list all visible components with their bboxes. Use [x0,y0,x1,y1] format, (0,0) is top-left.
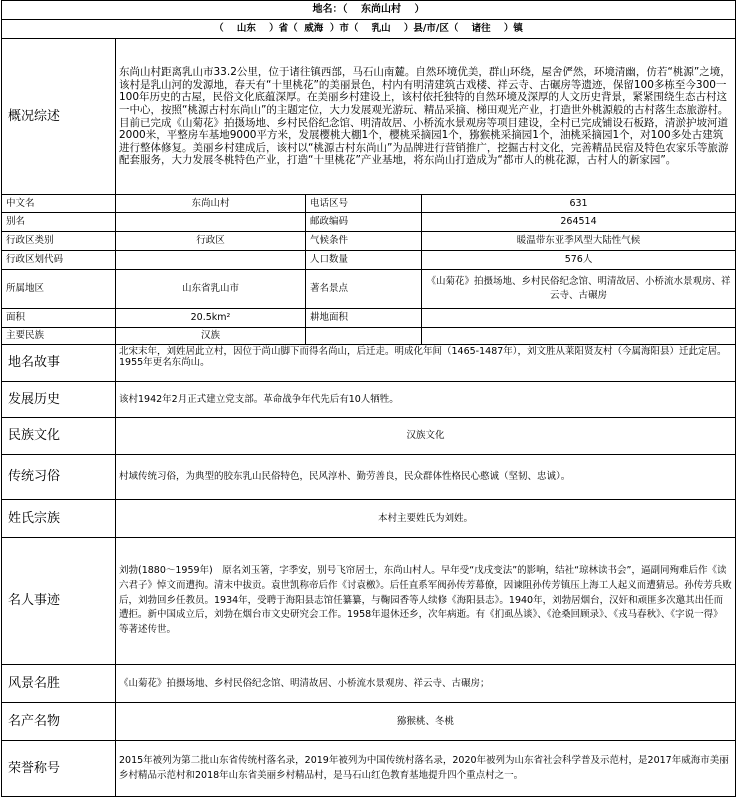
scenic-text: 《山菊花》拍摄场地、乡村民俗纪念馆、明清故居、小桥流水景观房、祥云寺、古碾房； [116,665,736,703]
people-label: 名人事迹 [2,538,116,665]
customs-text: 村域传统习俗，为典型的胶东乳山民俗特色，民风淳朴、勤劳善良，民众群体性格民心憨诚（坚韧、忠诚）。 [116,455,736,500]
area-code-label: 电话区号 [306,195,422,213]
chinese-name-value: 东尚山村 [116,195,306,213]
admin-code-value [116,251,306,270]
postal-value: 264514 [422,213,736,232]
ethnic-label: 主要民族 [2,328,116,345]
town-label: ）镇 [503,23,523,35]
people-text: 刘勃(1880～1959年) 原名刘玉箸，字季安，别号飞帘居士，东尚山村人。早年受“戊戌变法”的影响，结社“琼林读书会”，逼副同殉难后作《读六君子》悼文而遭拘。清末中拔贡。袁世凯称帝后作《讨袁檄》。后任直系军阀孙传芳幕僚，因谏阻孙传芳镇压上海工人起义而遭猜忌。孙传芳兵败后，刘勃回乡任教员。1934年，受聘于海阳县志馆任纂纂，与鞠园香等人续修《海阳县志》。1940年，刘勃居烟台，汉奸和顽匪多次邀其出任而遭拒。新中国成立后，刘勃在烟台市文史研究会工作。1958年退休还乡，次年病逝。有《扪虱丛谈》、《沧桑回顾录》、《戎马春秋》、《字说一得》等著述传世。 [116,538,736,665]
blank-value-cell [422,328,736,345]
honors-text: 2015年被列为第二批山东省传统村落名录，2019年被列为中国传统村落名录，2020年被列为山东省社会科学普及示范村，是2017年威海市美丽乡村精品示范村和2018年山东省美丽乡村精品村，是马石山红色教育基地提升四个重点村之一。 [116,741,736,797]
alias-label: 别名 [2,213,116,232]
province-value: 山东 [236,23,256,35]
admin-type-label: 行政区类别 [2,232,116,251]
province-label: ）省（ [269,23,298,35]
farmland-label: 耕地面积 [306,309,422,328]
title-label: 地名：（ [312,4,348,15]
area-label: 面积 [2,309,116,328]
town-value: 诸往 [471,23,491,35]
area-code-value: 631 [422,195,736,213]
honors-label: 荣誉称号 [2,741,116,797]
chinese-name-label: 中文名 [2,195,116,213]
culture-text: 汉族文化 [116,418,736,455]
attractions-value: 《山菊花》拍摄场地、乡村民俗纪念馆、明清故居、小桥流水景观房、祥云寺、古碾房 [422,270,736,309]
customs-label: 传统习俗 [2,455,116,500]
products-label: 名产名物 [2,703,116,741]
story-text: 北宋末年，刘姓居此立村，因位于尚山脚下而得名尚山，后迁走。明成化年间（1465-1487年），刘文胜从莱阳贤友村（今属海阳县）迁此定居。1955年更名东尚山。 [116,345,736,382]
farmland-value [422,309,736,328]
scenic-label: 风景名胜 [2,665,116,703]
culture-label: 民族文化 [2,418,116,455]
sheet-title [2,1,736,20]
region-label: 所属地区 [2,270,116,309]
population-value: 576人 [422,251,736,270]
history-text: 该村1942年2月正式建立党支部。革命战争年代先后有10人牺牲。 [116,382,736,418]
county-label: ）县/市/区（ [403,23,459,35]
region-value: 山东省乳山市 [116,270,306,309]
population-label: 人口数量 [306,251,422,270]
admin-type-value: 行政区 [116,232,306,251]
open-paren: （ [214,23,224,35]
climate-value: 暖温带东亚季风型大陆性气候 [422,232,736,251]
overview-text: 东尚山村距离乳山市33.2公里，位于诸往镇西部，马石山南麓。自然环境优美，群山环绕，屋舍俨然，环境清幽，仿若“桃源”之境，该村是乳山河的发源地，春天有“十里桃花”的美丽景色，村内有明清建筑古戏楼、祥云寺、古碾房等遗迹，保留100多栋至今300一100年历史的古屋，民俗文化底蕴深厚。在美丽乡村建设上，该村依托独特的自然环境及深厚的人文历史背景，紧紧围绕生态古村这一中心，按照“桃源古村东尚山”的主题定位，大力发展观光游玩、精品采摘、梯田观光产业，打造世外桃源般的古村落生态旅游村。目前已完成《山菊花》拍摄场地、乡村民俗纪念馆、明清故居、小桥流水景观房等项目建设，全村已完成铺设石板路，清淤护坡河道2000米，平整房车基地9000平方米，发展樱桃大棚1个，樱桃采摘园1个，猕猴桃采摘园1个，油桃采摘园1个，对100多处古建筑进行整体修复。美丽乡村建成后，该村以“桃源古村东尚山”为品牌进行营销推广，挖掘古村文化，完善精品民宿及特色农家乐等旅游配套服务，大力发展冬桃特色产业，打造“十里桃花”产业基地，将东尚山打造成为“都市人的桃花源，古村人的新家园”。 [116,39,736,195]
postal-label: 邮政编码 [306,213,422,232]
blank-label-cell [306,328,422,345]
village-info-sheet [1,0,736,797]
title-close: ） [414,4,425,15]
city-value: 威海 [304,23,324,35]
story-label: 地名故事 [2,345,116,382]
alias-value [116,213,306,232]
overview-label: 概况综述 [2,39,116,195]
city-label: ）市（ [329,23,359,35]
history-label: 发展历史 [2,382,116,418]
area-value: 20.5km² [116,309,306,328]
location-header [2,20,736,39]
ethnic-value: 汉族 [116,328,306,345]
products-text: 猕猴桃、冬桃 [116,703,736,741]
county-value: 乳山 [371,23,391,35]
admin-code-label: 行政区划代码 [2,251,116,270]
clan-label: 姓氏宗族 [2,500,116,538]
clan-text: 本村主要姓氏为刘姓。 [116,500,736,538]
attractions-label: 著名景点 [306,270,422,309]
village-name: 东尚山村 [361,4,402,15]
climate-label: 气候条件 [306,232,422,251]
